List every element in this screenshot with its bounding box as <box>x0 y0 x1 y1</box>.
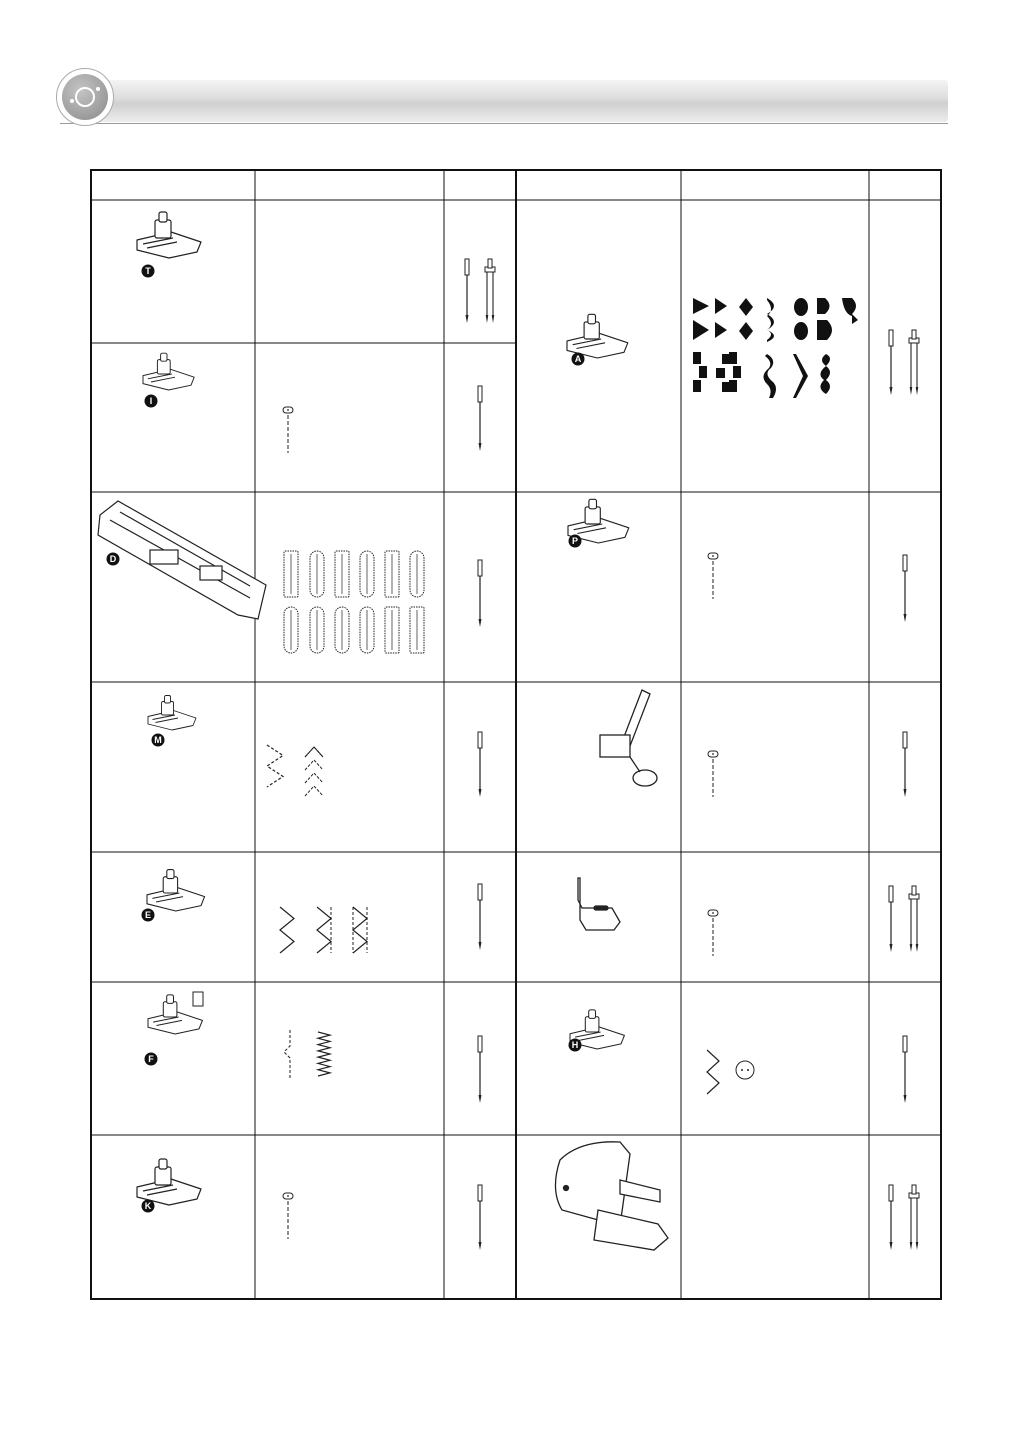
diamond-pattern <box>739 298 753 316</box>
needle-point <box>479 942 482 950</box>
foot-letter-badge <box>145 1053 158 1066</box>
buttonhole-icon <box>284 607 298 653</box>
presser-foot-i-icon <box>143 353 194 390</box>
twin-point <box>486 315 489 323</box>
presser-foot-a-icon <box>567 314 628 358</box>
buttonhole-icon <box>360 551 374 597</box>
buttonhole-icon <box>310 551 324 597</box>
buttonhole-icon <box>335 551 349 597</box>
presser-foot-e-icon <box>147 870 205 911</box>
darning-foot-stem <box>630 757 640 772</box>
twin-point <box>916 387 919 395</box>
drop-dot <box>712 753 714 755</box>
block-pattern <box>729 352 737 364</box>
zig-pattern <box>793 354 808 398</box>
twin-shank <box>912 1185 916 1194</box>
needle-shank <box>478 560 482 576</box>
badge-letter: M <box>154 735 162 746</box>
walking-foot-housing <box>555 1142 630 1226</box>
button-icon <box>736 1061 754 1079</box>
foot-letter-badge <box>142 265 155 278</box>
straight-stitch-icon <box>708 553 718 599</box>
straight-stitch-icon <box>708 910 718 956</box>
overcast-stitch-icon <box>280 907 294 953</box>
darning-foot-ring <box>633 770 657 786</box>
scallop-pattern <box>767 298 774 342</box>
needle-shank <box>478 884 482 900</box>
darning-foot-icon <box>600 690 657 786</box>
foot-letter-badge <box>107 553 120 566</box>
badge-letter: I <box>149 396 153 407</box>
buttonhole-foot-slider <box>200 566 222 580</box>
badge-letter: F <box>148 1054 154 1065</box>
walking-foot-icon <box>555 1142 668 1250</box>
foot-shank <box>585 1017 599 1032</box>
needle-icon <box>889 330 893 395</box>
needle-icon <box>465 259 469 323</box>
needle-point <box>904 1095 907 1103</box>
leaf-pattern <box>820 354 830 394</box>
buttonhole-icon <box>284 551 298 597</box>
needle-point <box>466 315 469 323</box>
needle-shank <box>465 259 469 275</box>
needle-icon <box>903 555 907 622</box>
foot-screw <box>159 212 167 222</box>
needle-shank <box>478 1185 482 1201</box>
buttonhole-icon <box>360 607 374 653</box>
buttonhole-icon <box>410 551 424 597</box>
presser-foot-t-icon <box>137 212 201 258</box>
needle-shank <box>903 555 907 571</box>
foot-screw <box>589 499 597 509</box>
chevron-stitch <box>305 760 323 770</box>
badge-letter: A <box>574 354 582 365</box>
triangle-pattern <box>715 322 727 338</box>
walking-foot-sole <box>594 1210 668 1250</box>
needle-shank <box>889 886 893 902</box>
cording-stitch-icon <box>284 1030 290 1078</box>
drop-dot <box>712 555 714 557</box>
blind-hem-stitch-icon <box>267 745 283 787</box>
buttonhole-foot-slider <box>150 550 178 564</box>
straight-stitch-foot-icon <box>578 878 620 930</box>
triangle-pattern <box>693 320 709 340</box>
needle-icon <box>478 884 482 950</box>
foot-shank <box>155 220 171 238</box>
needle-shank <box>478 732 482 748</box>
needle-icon <box>478 732 482 797</box>
block-pattern <box>699 366 707 378</box>
foot-screw <box>589 1010 596 1019</box>
needle-shank <box>903 732 907 748</box>
foot-letter-badge <box>142 909 155 922</box>
foot-screw <box>588 314 596 324</box>
needle-shank <box>478 386 482 402</box>
needle-shank <box>478 1036 482 1052</box>
foot-screw <box>161 353 167 361</box>
buttonhole-icon <box>385 607 399 653</box>
needle-shank <box>903 1036 907 1052</box>
foot-letter-badge <box>142 1200 155 1213</box>
triangle-pattern <box>715 298 727 314</box>
block-pattern <box>693 352 701 364</box>
buttonhole-icon <box>335 607 349 653</box>
foot-shank <box>157 360 170 374</box>
twin-shank <box>912 330 916 339</box>
straight-stitch-icon <box>283 1193 293 1239</box>
foot-letter-badge <box>572 353 585 366</box>
diamond-pattern <box>739 322 753 340</box>
badge-letter: T <box>145 266 151 277</box>
needle-shank <box>889 1185 893 1201</box>
foot-screw <box>167 870 174 879</box>
badge-letter: P <box>571 536 579 547</box>
twin-shank <box>912 886 916 895</box>
foot-shank <box>584 322 599 339</box>
chevron-stitch <box>305 747 323 757</box>
button-hole <box>741 1069 743 1071</box>
needle-icon <box>903 1036 907 1103</box>
foot-shank <box>155 1167 171 1185</box>
oval-pattern <box>794 322 808 340</box>
twin-shank <box>488 259 492 268</box>
overcast-stitch-icon <box>317 907 331 953</box>
foot-letter-badge <box>569 1039 582 1052</box>
twin-needle-icon <box>909 1185 919 1250</box>
needle-icon <box>903 732 907 797</box>
satin-pattern-group <box>693 298 858 398</box>
triangle-pattern <box>693 298 709 314</box>
needle-shank <box>889 330 893 346</box>
foot-shank <box>163 1002 177 1017</box>
darning-foot-shank <box>600 735 630 757</box>
block-pattern <box>733 366 741 378</box>
needle-point <box>479 619 482 627</box>
foot-screw <box>167 995 174 1004</box>
foot-shank <box>162 702 174 716</box>
badge-letter: E <box>144 910 152 921</box>
arrow-stitch-icon <box>305 747 323 757</box>
straight-stitch-icon <box>708 751 718 797</box>
twin-point <box>910 387 913 395</box>
buttonhole-icon <box>410 607 424 653</box>
chevron-stitch <box>305 786 323 796</box>
straight-foot-slot <box>594 906 608 910</box>
needle-point <box>904 789 907 797</box>
foot-screw <box>159 1159 167 1169</box>
needle-icon <box>478 560 482 627</box>
foot-screw <box>165 696 171 704</box>
foot-shank <box>585 507 600 524</box>
block-pattern <box>729 380 737 392</box>
button-hole <box>747 1069 749 1071</box>
needle-icon <box>478 386 482 451</box>
drop-dot <box>287 1195 289 1197</box>
needle-icon <box>889 886 893 952</box>
chevron-stitch <box>305 773 323 783</box>
half-round-pattern <box>817 298 830 314</box>
needle-point <box>479 789 482 797</box>
twin-point <box>492 315 495 323</box>
buttonhole-icon <box>310 607 324 653</box>
zigzag-stitch-icon <box>707 1050 719 1094</box>
adjust-screw-icon <box>193 992 203 1006</box>
presser-foot-m-icon <box>148 696 196 731</box>
buttonhole-foot-d-icon <box>98 501 266 619</box>
foot-letter-badge <box>152 734 165 747</box>
tight-zigzag-icon <box>318 1032 330 1076</box>
foot-shank <box>163 877 177 893</box>
needle-icon <box>478 1036 482 1103</box>
twin-needle-icon <box>909 330 919 395</box>
hook-pattern <box>842 298 858 324</box>
twin-point <box>910 944 913 952</box>
walking-foot-screw <box>564 1186 569 1191</box>
badge-letter: K <box>144 1201 152 1212</box>
straight-foot-outline <box>578 878 620 930</box>
wave-pattern <box>763 354 776 398</box>
badge-letter: D <box>109 554 117 565</box>
needle-icon <box>478 1185 482 1250</box>
twin-point <box>916 944 919 952</box>
needle-point <box>479 1242 482 1250</box>
twin-needle-icon <box>485 259 495 323</box>
buttonhole-icon <box>385 551 399 597</box>
twin-point <box>916 1242 919 1250</box>
needle-point <box>890 387 893 395</box>
needle-point <box>904 614 907 622</box>
needle-icon <box>889 1185 893 1250</box>
foot-letter-badge <box>569 535 582 548</box>
block-pattern <box>693 380 701 392</box>
drop-dot <box>287 409 289 411</box>
walking-foot-bar <box>620 1180 660 1202</box>
twin-needle-icon <box>909 886 919 952</box>
foot-letter-badge <box>145 395 158 408</box>
presser-foot-k-icon <box>137 1159 201 1205</box>
drop-dot <box>712 912 714 914</box>
twin-point <box>910 1242 913 1250</box>
needle-point <box>890 1242 893 1250</box>
oval-pattern <box>794 298 808 316</box>
badge-letter: H <box>571 1040 579 1051</box>
half-round-pattern <box>817 320 832 340</box>
straight-stitch-icon <box>283 407 293 453</box>
block-pattern <box>716 368 725 378</box>
needle-point <box>479 443 482 451</box>
overcast-stitch-icon <box>353 907 367 953</box>
needle-point <box>479 1095 482 1103</box>
needle-point <box>890 944 893 952</box>
